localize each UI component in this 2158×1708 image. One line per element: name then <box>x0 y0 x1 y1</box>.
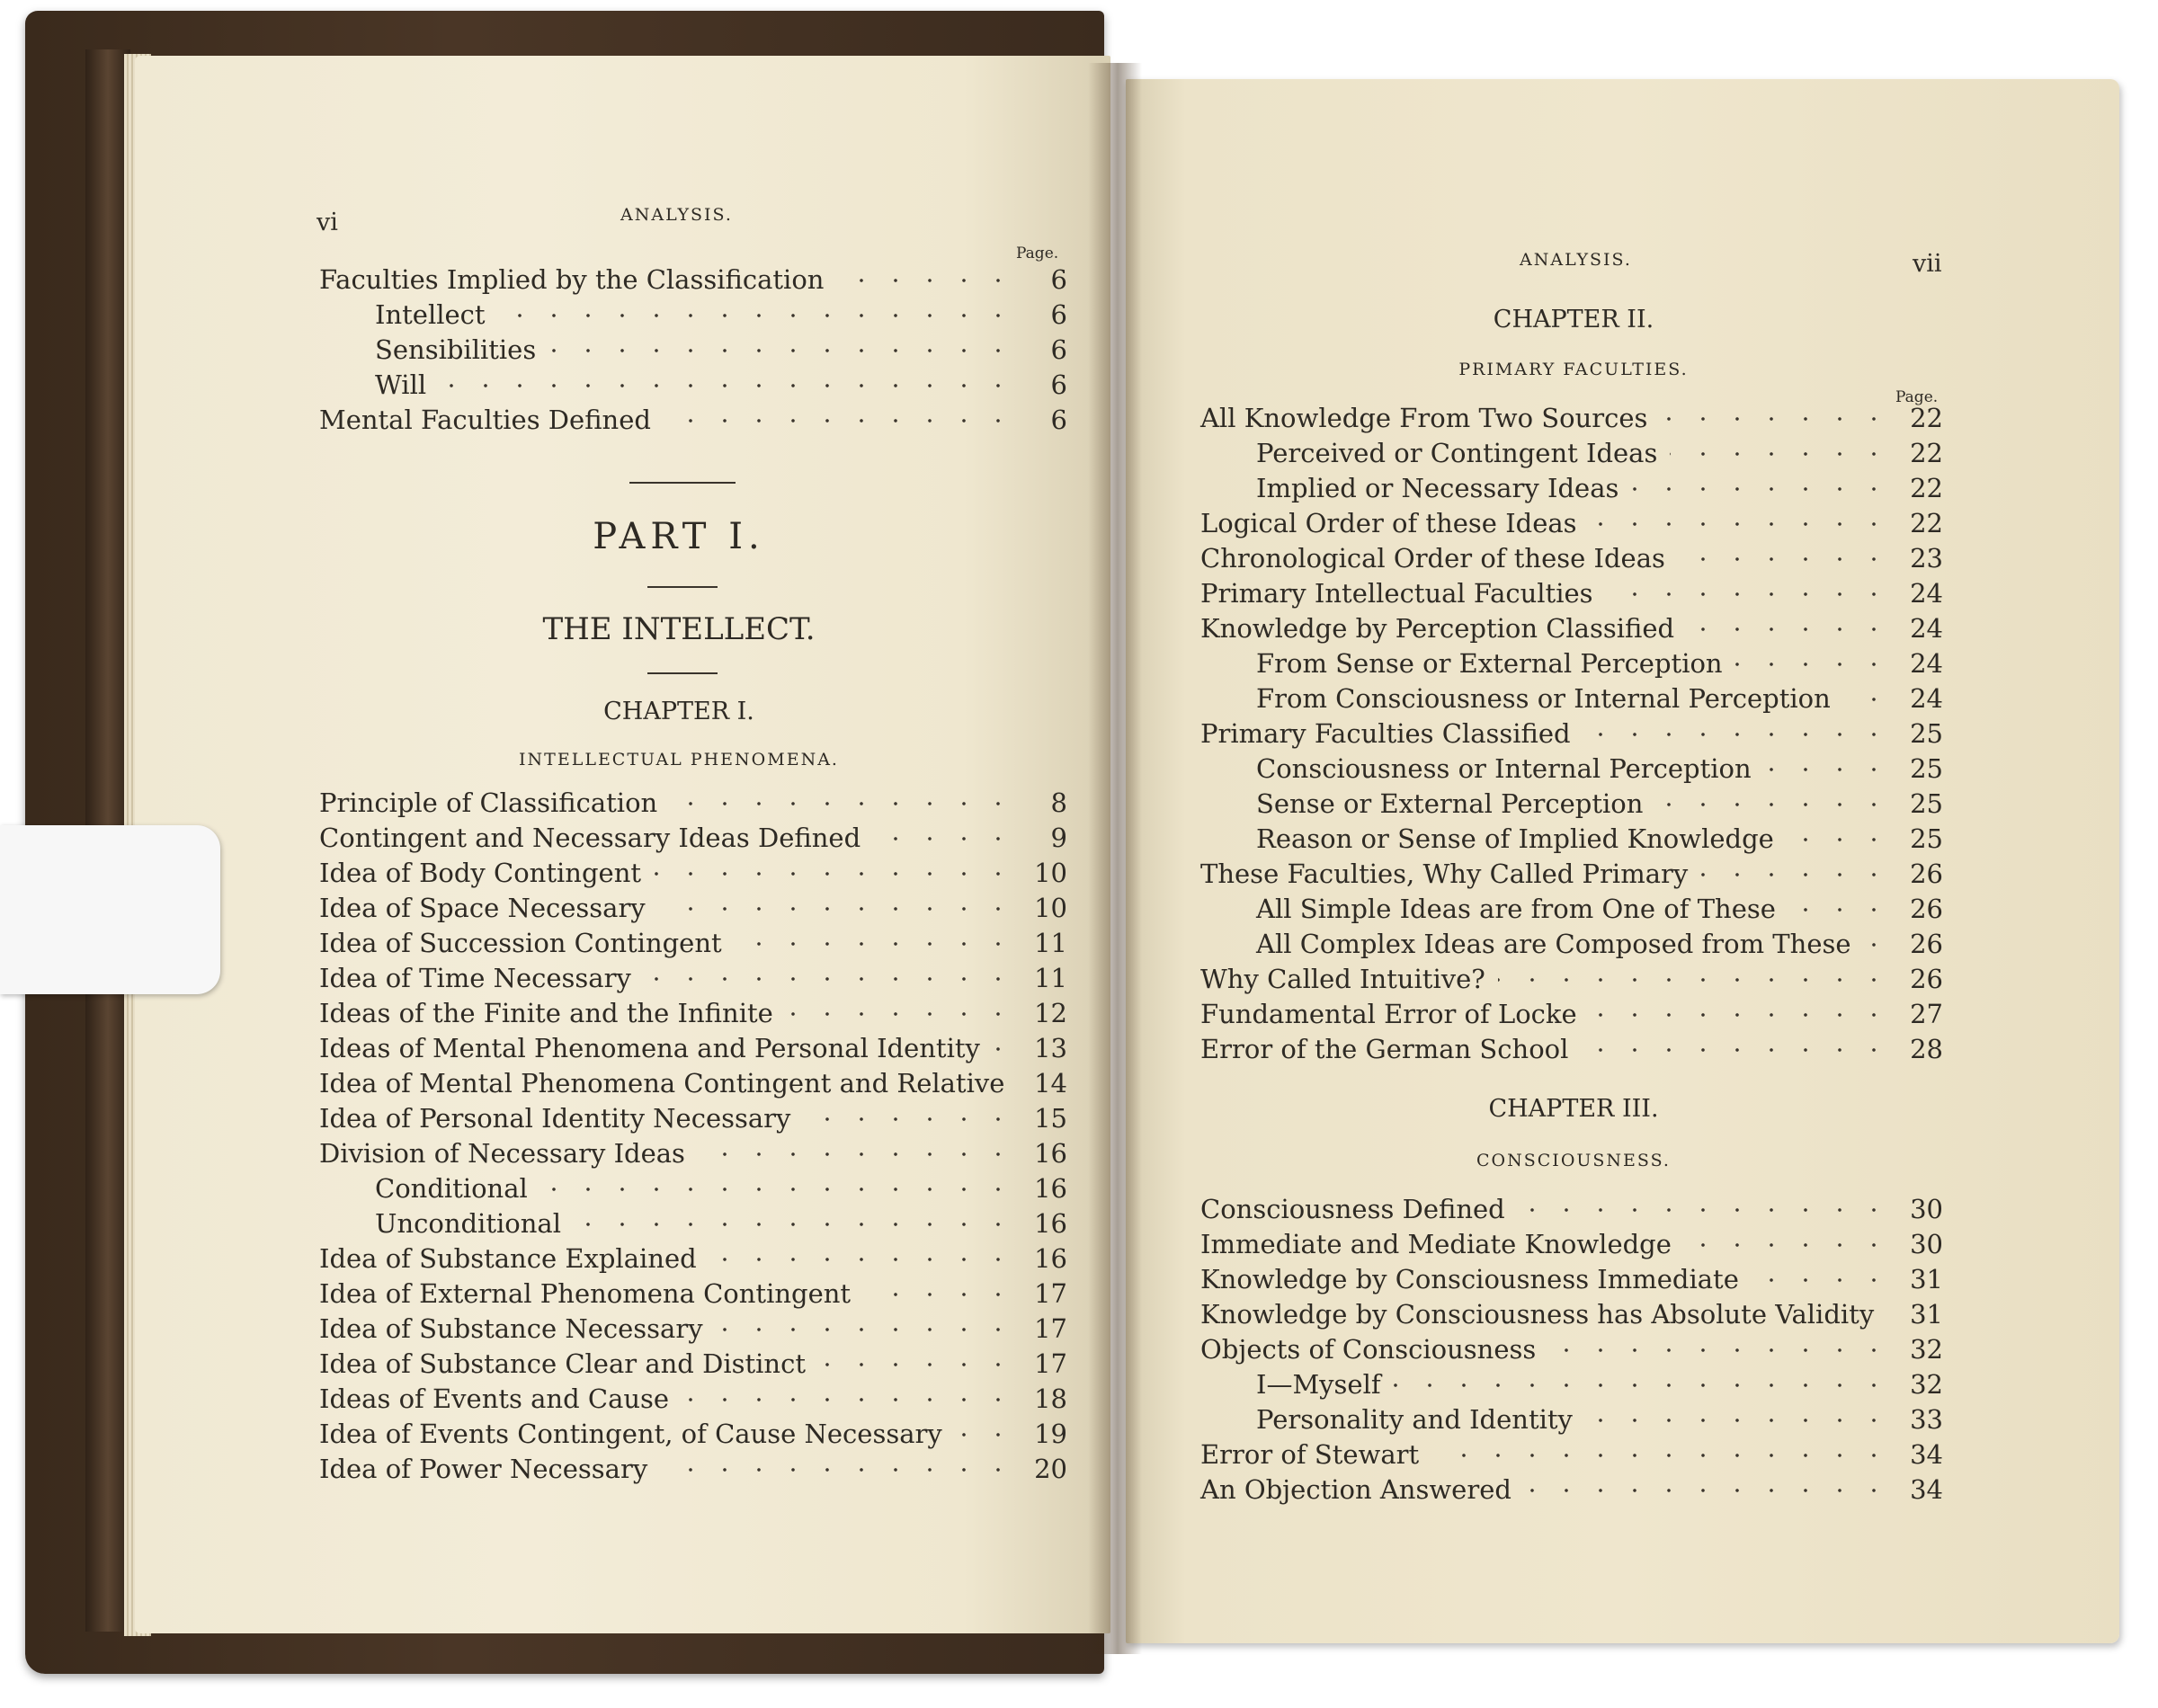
toc-entry <box>319 1382 1067 1417</box>
dot-leader <box>1687 627 1891 631</box>
toc-entry-title: Sense or External Perception <box>1256 788 1644 819</box>
toc-entry-page-number: 25 <box>1910 823 1943 854</box>
toc-entry-page-number: 15 <box>1034 1103 1067 1134</box>
toc-entry-title: From Sense or External Perception <box>1256 648 1723 679</box>
dot-leader <box>1843 698 1891 701</box>
dot-leader <box>1498 978 1891 982</box>
dot-leader <box>654 872 1015 876</box>
right-folio: vii <box>1913 250 1942 278</box>
toc-entry-title: All Complex Ideas are Composed from These <box>1256 929 1851 959</box>
toc-entry-page-number: 6 <box>1050 264 1067 295</box>
toc-entry <box>319 996 1067 1031</box>
chapter-3-toc <box>1200 1192 1943 1508</box>
dot-leader <box>1518 1208 1891 1212</box>
toc-entry-title: An Objection Answered <box>1200 1474 1511 1505</box>
dot-leader <box>1700 873 1891 876</box>
part-title: PART I. <box>593 516 765 557</box>
toc-entry <box>319 1066 1067 1101</box>
dot-leader <box>548 349 1015 352</box>
toc-entry-title: Idea of Events Contingent, of Cause Necessary <box>319 1419 942 1449</box>
toc-entry-page-number: 27 <box>1910 999 1943 1029</box>
toc-entry-page-number: 25 <box>1910 788 1943 819</box>
toc-entry-title: Contingent and Necessary Ideas Defined <box>319 823 861 853</box>
toc-entry-page-number: 25 <box>1910 753 1943 784</box>
toc-entry <box>1200 436 1943 471</box>
toc-entry-page-number: 16 <box>1034 1138 1067 1169</box>
toc-entry <box>319 262 1067 298</box>
dot-leader <box>1585 1419 1891 1422</box>
toc-entry-page-number: 24 <box>1910 648 1943 679</box>
dot-leader <box>1864 943 1891 947</box>
dot-leader <box>1606 592 1891 596</box>
toc-entry-title: Idea of Substance Necessary <box>319 1313 703 1344</box>
dot-leader <box>993 1047 1015 1051</box>
dot-leader <box>574 1223 1015 1226</box>
toc-entry-title: Idea of Body Contingent <box>319 858 642 888</box>
toc-entry <box>319 1031 1067 1066</box>
dot-leader <box>1670 452 1891 456</box>
left-intro-toc <box>319 262 1067 438</box>
toc-entry <box>319 856 1067 891</box>
toc-entry-page-number: 10 <box>1034 893 1067 923</box>
dot-leader <box>664 419 1015 423</box>
toc-entry <box>1200 1297 1943 1332</box>
toc-entry <box>319 368 1067 403</box>
dot-leader <box>644 977 1015 981</box>
dot-leader <box>1581 1048 1891 1052</box>
toc-entry-page-number: 9 <box>1050 823 1067 853</box>
dot-leader <box>660 1468 1015 1472</box>
toc-entry <box>319 1277 1067 1312</box>
toc-entry-title: Chronological Order of these Ideas <box>1200 543 1665 574</box>
toc-entry-page-number: 34 <box>1910 1439 1943 1470</box>
dot-leader <box>1583 733 1891 736</box>
toc-entry-page-number: 24 <box>1910 613 1943 644</box>
toc-entry-title: Idea of Space Necessary <box>319 893 646 923</box>
toc-entry <box>319 1347 1067 1382</box>
dot-leader <box>1684 1243 1891 1247</box>
toc-entry-title: Conditional <box>375 1173 528 1204</box>
toc-entry <box>1200 787 1943 822</box>
toc-entry <box>1200 1192 1943 1227</box>
toc-entry-page-number: 17 <box>1034 1278 1067 1309</box>
toc-entry <box>319 403 1067 438</box>
dot-leader <box>1524 1489 1891 1492</box>
toc-entry-page-number: 16 <box>1034 1243 1067 1274</box>
dot-leader <box>670 802 1015 805</box>
toc-entry-title: Immediate and Mediate Knowledge <box>1200 1229 1672 1259</box>
dot-leader <box>709 1258 1015 1261</box>
toc-entry-page-number: 22 <box>1910 403 1943 433</box>
toc-entry-page-number: 6 <box>1050 369 1067 400</box>
toc-entry-page-number: 10 <box>1034 858 1067 888</box>
toc-entry <box>1200 1437 1943 1472</box>
toc-entry-page-number: 22 <box>1910 473 1943 503</box>
toc-entry <box>1200 752 1943 787</box>
toc-entry-title: Idea of Mental Phenomena Contingent and Relative <box>319 1068 1005 1099</box>
toc-entry-title: Idea of Substance Explained <box>319 1243 697 1274</box>
toc-entry <box>319 891 1067 926</box>
chapter-1-title: CHAPTER I. <box>603 698 754 725</box>
toc-entry-page-number: 6 <box>1050 405 1067 435</box>
toc-entry <box>319 1171 1067 1206</box>
toc-entry-page-number: 34 <box>1910 1474 1943 1505</box>
toc-entry-title: Ideas of Events and Cause <box>319 1383 670 1414</box>
toc-entry-page-number: 30 <box>1910 1229 1943 1259</box>
chapter-2-toc <box>1200 401 1943 1067</box>
dot-leader <box>873 837 1015 841</box>
toc-entry <box>319 1241 1067 1277</box>
toc-entry-title: I—Myself <box>1256 1369 1381 1400</box>
toc-entry-title: Ideas of the Finite and the Infinite <box>319 998 773 1028</box>
toc-entry <box>1200 1472 1943 1508</box>
toc-entry <box>319 786 1067 821</box>
toc-entry-title: Idea of Substance Clear and Distinct <box>319 1348 806 1379</box>
dot-leader <box>716 1328 1015 1331</box>
toc-entry-title: Logical Order of these Ideas <box>1200 508 1577 538</box>
toc-entry <box>319 333 1067 368</box>
toc-entry <box>319 1312 1067 1347</box>
toc-entry <box>1200 401 1943 436</box>
toc-entry-page-number: 31 <box>1910 1299 1943 1330</box>
dot-leader <box>698 1152 1015 1156</box>
toc-entry <box>319 1136 1067 1171</box>
toc-entry-page-number: 26 <box>1910 894 1943 924</box>
toc-entry-title: Idea of Power Necessary <box>319 1454 648 1484</box>
toc-entry-title: Intellect <box>375 299 486 330</box>
toc-entry <box>1200 1367 1943 1402</box>
dot-leader <box>786 1012 1015 1016</box>
toc-entry-title: Fundamental Error of Locke <box>1200 999 1577 1029</box>
bookmark-tab <box>0 825 220 994</box>
rule <box>647 672 718 674</box>
toc-entry-page-number: 25 <box>1910 718 1943 749</box>
toc-entry-title: Unconditional <box>375 1208 561 1239</box>
toc-entry-page-number: 30 <box>1910 1194 1943 1224</box>
left-folio: vi <box>317 209 338 236</box>
toc-entry <box>1200 541 1943 576</box>
toc-entry-title: Error of Stewart <box>1200 1439 1420 1470</box>
book-gutter-shadow <box>1088 63 1142 1654</box>
dot-leader <box>1764 768 1891 771</box>
chapter-3-subtitle: CONSCIOUSNESS. <box>1476 1151 1671 1170</box>
toc-entry-page-number: 22 <box>1910 508 1943 538</box>
rule <box>629 482 736 484</box>
dot-leader <box>1678 557 1891 561</box>
toc-entry-page-number: 22 <box>1910 438 1943 468</box>
toc-entry <box>1200 962 1943 997</box>
toc-entry-page-number: 26 <box>1910 858 1943 889</box>
dot-leader <box>439 384 1015 387</box>
toc-entry-title: Primary Intellectual Faculties <box>1200 578 1593 609</box>
toc-entry-title: Principle of Classification <box>319 787 658 818</box>
toc-entry <box>1200 892 1943 927</box>
right-running-head: ANALYSIS. <box>1520 250 1632 270</box>
toc-entry-title: Faculties Implied by the Classification <box>319 264 825 295</box>
dot-leader <box>1431 1454 1891 1457</box>
dot-leader <box>1660 417 1891 421</box>
toc-entry-page-number: 20 <box>1034 1454 1067 1484</box>
toc-entry <box>1200 576 1943 611</box>
toc-entry <box>1200 997 1943 1032</box>
toc-entry-page-number: 31 <box>1910 1264 1943 1294</box>
toc-entry-title: Idea of Succession Contingent <box>319 928 722 958</box>
toc-entry-page-number: 24 <box>1910 683 1943 714</box>
right-page-label: Page. <box>1895 388 1939 406</box>
part-subtitle: THE INTELLECT. <box>542 611 816 647</box>
dot-leader <box>682 1398 1015 1401</box>
toc-entry <box>1200 681 1943 716</box>
toc-entry-title: Why Called Intuitive? <box>1200 964 1485 994</box>
toc-entry-title: Primary Faculties Classified <box>1200 718 1571 749</box>
toc-entry-page-number: 17 <box>1034 1348 1067 1379</box>
toc-entry <box>319 1206 1067 1241</box>
toc-entry <box>1200 611 1943 646</box>
toc-entry <box>319 298 1067 333</box>
dot-leader <box>1590 1013 1891 1017</box>
toc-entry <box>1200 822 1943 857</box>
toc-entry-title: Idea of Time Necessary <box>319 963 631 993</box>
toc-entry-page-number: 18 <box>1034 1383 1067 1414</box>
chapter-2-title: CHAPTER II. <box>1493 306 1654 334</box>
dot-leader <box>836 279 1015 282</box>
toc-entry <box>1200 646 1943 681</box>
toc-entry <box>1200 927 1943 962</box>
toc-entry <box>1200 1262 1943 1297</box>
toc-entry-title: Reason or Sense of Implied Knowledge <box>1256 823 1774 854</box>
dot-leader <box>1886 1313 1891 1317</box>
dot-leader <box>540 1188 1015 1191</box>
dot-leader <box>1787 838 1891 841</box>
toc-entry-page-number: 16 <box>1034 1208 1067 1239</box>
toc-entry-page-number: 26 <box>1910 964 1943 994</box>
toc-entry <box>1200 857 1943 892</box>
dot-leader <box>818 1363 1015 1366</box>
dot-leader <box>1735 663 1891 666</box>
toc-entry-page-number: 14 <box>1034 1068 1067 1099</box>
toc-entry-page-number: 19 <box>1034 1419 1067 1449</box>
toc-entry <box>1200 1227 1943 1262</box>
chapter-1-subtitle: INTELLECTUAL PHENOMENA. <box>519 750 839 769</box>
toc-entry-page-number: 33 <box>1910 1404 1943 1435</box>
toc-entry-page-number: 32 <box>1910 1334 1943 1365</box>
toc-entry <box>1200 716 1943 752</box>
toc-entry-page-number: 6 <box>1050 299 1067 330</box>
dot-leader <box>498 314 1015 317</box>
toc-entry-page-number: 12 <box>1034 998 1067 1028</box>
toc-entry-title: Idea of External Phenomena Contingent <box>319 1278 852 1309</box>
toc-entry <box>319 1417 1067 1452</box>
toc-entry-title: Idea of Personal Identity Necessary <box>319 1103 791 1134</box>
toc-entry-page-number: 24 <box>1910 578 1943 609</box>
toc-entry <box>1200 1402 1943 1437</box>
toc-entry-title: Knowledge by Perception Classified <box>1200 613 1675 644</box>
toc-entry <box>1200 471 1943 506</box>
dot-leader <box>955 1433 1015 1437</box>
dot-leader <box>803 1117 1015 1121</box>
toc-entry-page-number: 11 <box>1034 928 1067 958</box>
left-page-label: Page. <box>1016 245 1059 262</box>
toc-entry-title: Sensibilities <box>375 334 537 365</box>
toc-entry-page-number: 28 <box>1910 1034 1943 1064</box>
toc-entry <box>1200 506 1943 541</box>
left-running-head: ANALYSIS. <box>620 205 733 225</box>
toc-entry-title: Consciousness Defined <box>1200 1194 1505 1224</box>
dot-leader <box>658 907 1015 911</box>
dot-leader <box>1752 1278 1891 1282</box>
toc-entry <box>319 821 1067 856</box>
dot-leader <box>863 1293 1015 1296</box>
dot-leader <box>1788 908 1891 912</box>
toc-entry-title: Knowledge by Consciousness Immediate <box>1200 1264 1739 1294</box>
dot-leader <box>1631 487 1891 491</box>
chapter-1-toc <box>319 786 1067 1487</box>
toc-entry-page-number: 13 <box>1034 1033 1067 1063</box>
toc-entry-page-number: 23 <box>1910 543 1943 574</box>
dot-leader <box>1394 1383 1891 1387</box>
chapter-3-title: CHAPTER III. <box>1488 1095 1659 1123</box>
toc-entry-title: Implied or Necessary Ideas <box>1256 473 1619 503</box>
toc-entry-page-number: 17 <box>1034 1313 1067 1344</box>
toc-entry-page-number: 32 <box>1910 1369 1943 1400</box>
toc-entry-title: Personality and Identity <box>1256 1404 1573 1435</box>
toc-entry-title: From Consciousness or Internal Perception <box>1256 683 1831 714</box>
toc-entry-page-number: 16 <box>1034 1173 1067 1204</box>
dot-leader <box>1655 803 1891 806</box>
toc-entry-page-number: 8 <box>1050 787 1067 818</box>
toc-entry <box>319 961 1067 996</box>
toc-entry <box>319 926 1067 961</box>
toc-entry-title: These Faculties, Why Called Primary <box>1200 858 1689 889</box>
toc-entry-title: Perceived or Contingent Ideas <box>1256 438 1658 468</box>
toc-entry-title: Division of Necessary Ideas <box>319 1138 685 1169</box>
toc-entry-page-number: 11 <box>1034 963 1067 993</box>
toc-entry-title: Error of the German School <box>1200 1034 1569 1064</box>
toc-entry-title: Consciousness or Internal Perception <box>1256 753 1752 784</box>
dot-leader <box>1590 522 1891 526</box>
toc-entry-title: Mental Faculties Defined <box>319 405 651 435</box>
chapter-2-subtitle: PRIMARY FACULTIES. <box>1458 360 1689 379</box>
rule <box>647 586 718 588</box>
toc-entry <box>1200 1332 1943 1367</box>
toc-entry-title: Knowledge by Consciousness has Absolute Validity <box>1200 1299 1875 1330</box>
toc-entry-page-number: 26 <box>1910 929 1943 959</box>
toc-entry-title: All Knowledge From Two Sources <box>1200 403 1648 433</box>
toc-entry <box>319 1452 1067 1487</box>
toc-entry-title: All Simple Ideas are from One of These <box>1256 894 1776 924</box>
toc-entry-page-number: 6 <box>1050 334 1067 365</box>
toc-entry-title: Objects of Consciousness <box>1200 1334 1537 1365</box>
toc-entry <box>1200 1032 1943 1067</box>
toc-entry <box>319 1101 1067 1136</box>
dot-leader <box>1548 1348 1891 1352</box>
toc-entry-title: Ideas of Mental Phenomena and Personal Identity <box>319 1033 980 1063</box>
toc-entry-title: Will <box>375 369 427 400</box>
dot-leader <box>735 942 1015 946</box>
